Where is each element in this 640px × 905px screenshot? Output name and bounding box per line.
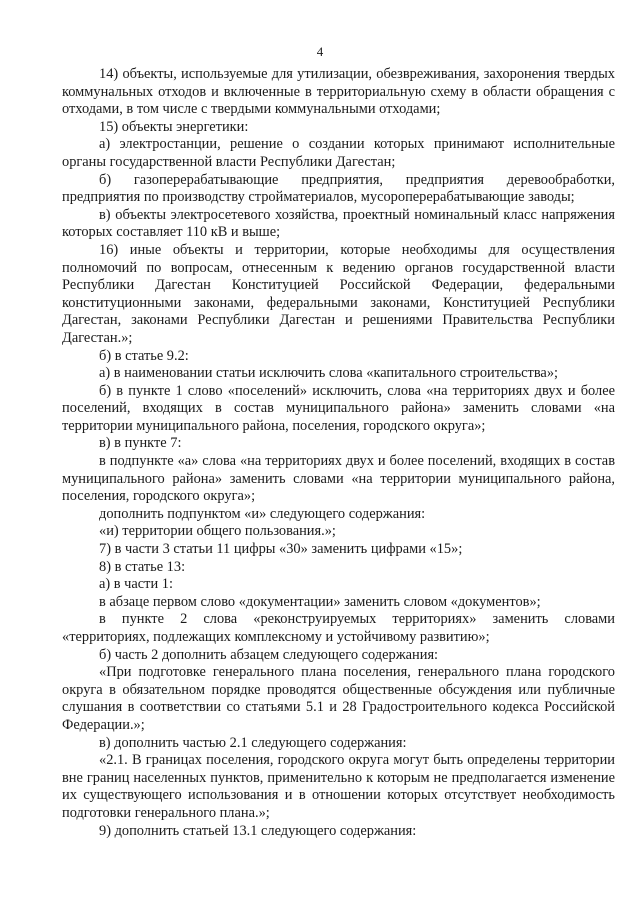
paragraph: в) в пункте 7: xyxy=(99,435,182,452)
paragraph: 8) в статье 13: xyxy=(99,558,186,575)
page-number: 4 xyxy=(316,44,324,59)
paragraph: 15) объекты энергетики: xyxy=(99,118,249,135)
paragraph: 9) дополнить статьей 13.1 следующего содержания: xyxy=(99,822,417,839)
paragraph: в абзаце первом слово «документации» заменить словом «документов»; xyxy=(99,593,541,610)
paragraph: «При подготовке генерального плана поселения, генерального плана городского округа в обязательном порядке проводятся общественные обсуждения или публичные слушания в соответствии со статьями 5.1 и 28 Градостроительного кодекса Российской Федерации.»; xyxy=(62,664,615,733)
paragraph: б) газоперерабатывающие предприятия, предприятия деревообработки, предприятия по производству стройматериалов, мусороперерабатывающие заводы; xyxy=(62,171,615,206)
paragraph: а) в части 1: xyxy=(99,576,173,593)
paragraph: в подпункте «а» слова «на территориях двух и более поселений, входящих в состав муниципального района» заменить словами «на территории муниципального района, поселения, городского округа»; xyxy=(62,453,615,505)
paragraph: 7) в части 3 статьи 11 цифры «30» заменить цифрами «15»; xyxy=(99,541,463,558)
paragraph: 14) объекты, используемые для утилизации, обезвреживания, захоронения твердых коммунальных отходов и включенные в территориальную схему в области обращения с отходами, в том числе с твердыми коммунальными отходами; xyxy=(62,66,615,118)
paragraph: б) в пункте 1 слово «поселений» исключить, слова «на территориях двух и более поселений, входящих в состав муниципального района» заменить словами «на территории муниципального района, поселения, городского округа»; xyxy=(62,382,615,434)
paragraph: а) в наименовании статьи исключить слова «капитального строительства»; xyxy=(99,365,559,382)
paragraph: в пункте 2 слова «реконструируемых территориях» заменить словами «территориях, подлежащих комплексному и устойчивому развитию»; xyxy=(62,611,615,645)
paragraph: дополнить подпунктом «и» следующего содержания: xyxy=(99,505,426,522)
paragraph: а) электростанции, решение о создании которых принимают исполнительные органы государственной власти Республики Дагестан; xyxy=(62,136,615,170)
paragraph: «2.1. В границах поселения, городского округа могут быть определены территории вне границ населенных пунктов, применительно к которым не предполагается изменение их существующего использования и в отношении которых отсутствует необходимость подготовки генерального плана.»; xyxy=(62,752,615,821)
paragraph: 16) иные объекты и территории, которые необходимы для осуществления полномочий по вопросам, отнесенным к ведению органов государственной власти Республики Дагестан Конституцией Российской Федерации, федеральными конституционными законами, федеральными законами, Конституцией Республики Дагестан, законами Республики Дагестан и решениями Правительства Республики Дагестан.»; xyxy=(62,241,615,346)
paragraph: в) дополнить частью 2.1 следующего содержания: xyxy=(99,734,407,751)
paragraph: в) объекты электросетевого хозяйства, проектный номинальный класс напряжения которых составляет 110 кВ и выше; xyxy=(62,206,615,241)
document-body xyxy=(62,66,615,840)
paragraph: б) часть 2 дополнить абзацем следующего содержания: xyxy=(99,646,439,663)
paragraph: б) в статье 9.2: xyxy=(99,347,189,364)
paragraph: «и) территории общего пользования.»; xyxy=(99,523,336,540)
